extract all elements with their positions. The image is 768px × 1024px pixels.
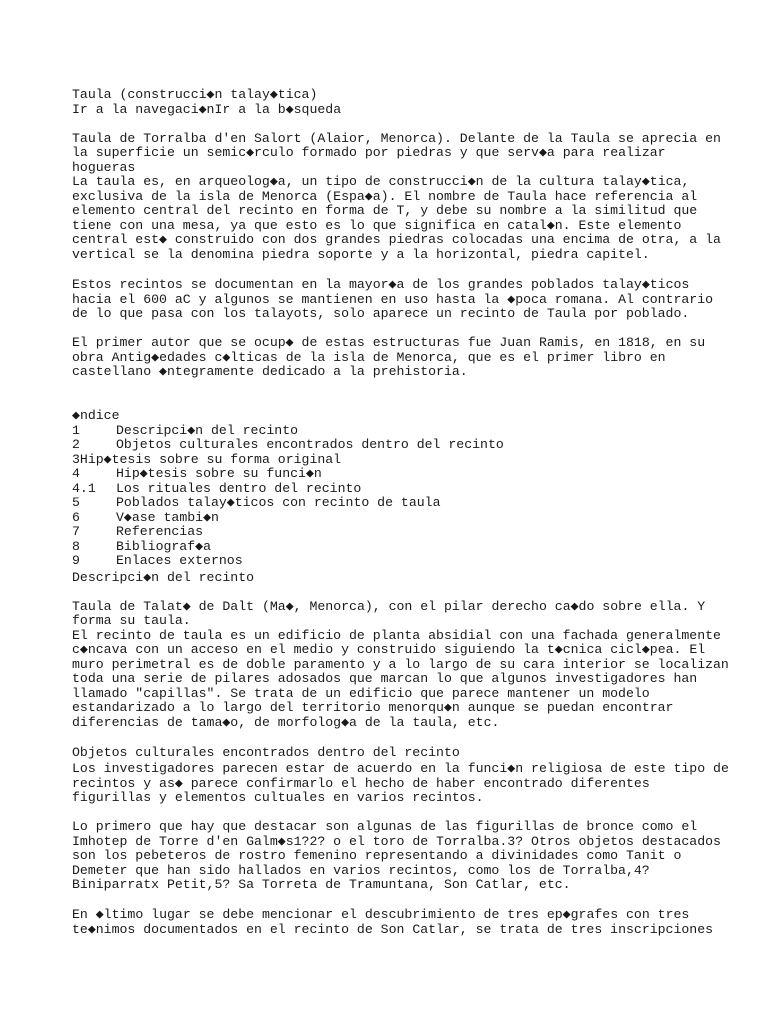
paragraph-4-line: c◆ncava con un acceso en el medio y construido siguiendo la t◆cnica cicl◆pea. El bbox=[72, 642, 706, 657]
paragraph-1-line: La taula es, en arqueolog◆a, un tipo de construcci◆n de la cultura talay◆tica, bbox=[72, 174, 690, 189]
index-number: 4 bbox=[72, 466, 80, 481]
index-title: ◆ndice bbox=[72, 408, 120, 423]
paragraph-4-line: El recinto de taula es un edificio de planta absidial con una fachada generalmente bbox=[72, 627, 721, 643]
caption-1-line: la superficie un semic◆rculo formado por piedras y que serv◆a para realizar bbox=[72, 145, 666, 160]
section-heading: Objetos culturales encontrados dentro del recinto bbox=[72, 745, 460, 760]
doc-title: Taula (construcci◆n talay◆tica) bbox=[72, 87, 318, 102]
paragraph-4-line: muro perimetral es de doble paramento y a lo largo de su cara interior se localizan bbox=[72, 656, 729, 672]
caption-2-line: forma su taula. bbox=[72, 613, 191, 628]
paragraph-2-line: hacia el 600 aC y algunos se mantienen en uso hasta la ◆poca romana. Al contrario bbox=[72, 291, 714, 307]
paragraph-3-line: El primer autor que se ocup◆ de estas estructuras fue Juan Ramis, en 1818, en su bbox=[72, 335, 706, 350]
index-link[interactable]: Objetos culturales encontrados dentro del recinto bbox=[116, 437, 504, 452]
paragraph-6-line: son los pebeteros de rostro femenino representando a divinidades como Tanit o bbox=[72, 848, 682, 863]
caption-1-line: hogueras bbox=[72, 159, 136, 175]
paragraph-5-line: Los investigadores parecen estar de acuerdo en la funci◆n religiosa de este tipo de bbox=[72, 761, 729, 776]
paragraph-5-line: recintos y as◆ parece confirmarlo el hecho de haber encontrado diferentes bbox=[72, 775, 650, 791]
paragraph-4-line: diferencias de tama◆o, de morfolog◆a de la taula, etc. bbox=[72, 714, 500, 730]
paragraph-1-line: exclusiva de la isla de Menorca (Espa◆a). El nombre de Taula hace referencia al bbox=[72, 188, 698, 204]
paragraph-4-line: llamado "capillas". Se trata de un edificio que parece mantener un modelo bbox=[72, 685, 650, 701]
caption-1-line: Taula de Torralba d'en Salort (Alaior, Menorca). Delante de la Taula se aprecia en bbox=[72, 130, 721, 146]
paragraph-1-line: elemento central del recinto en forma de T, y debe su nombre a la similitud que bbox=[72, 203, 698, 218]
paragraph-4-line: toda una serie de pilares adosados que marcan lo que algunos investigadores han bbox=[72, 671, 698, 686]
index-number: 9 bbox=[72, 553, 80, 568]
paragraph-4-line: estandarizado a lo largo del territorio menorqu◆n aunque se puedan encontrar bbox=[72, 700, 674, 715]
index-link[interactable]: Bibliograf◆a bbox=[116, 538, 211, 554]
index-number: 7 bbox=[72, 524, 80, 539]
index-link[interactable]: Enlaces externos bbox=[116, 553, 243, 568]
paragraph-7-line: te◆nimos documentados en el recinto de Son Catlar, se trata de tres inscripciones bbox=[72, 921, 714, 937]
caption-2-line: Taula de Talat◆ de Dalt (Ma◆, Menorca), con el pilar derecho ca◆do sobre ella. Y bbox=[72, 598, 706, 614]
nav-links[interactable]: Ir a la navegaci◆nIr a la b◆squeda bbox=[72, 101, 342, 117]
index-link[interactable]: 3Hip◆tesis sobre su forma original bbox=[72, 451, 342, 467]
index-number: 1 bbox=[72, 422, 80, 438]
index-link[interactable]: Descripci◆n del recinto bbox=[116, 422, 299, 438]
paragraph-7-line: En ◆ltimo lugar se debe mencionar el descubrimiento de tres ep◆grafes con tres bbox=[72, 907, 690, 922]
index-link[interactable]: Los rituales dentro del recinto bbox=[116, 480, 362, 496]
index-number: 2 bbox=[72, 437, 80, 452]
paragraph-3-line: obra Antig◆edades c◆lticas de la isla de Menorca, que es el primer libro en bbox=[72, 349, 666, 365]
paragraph-2-line: de lo que pasa con los talayots, solo aparece un recinto de Taula por poblado. bbox=[72, 306, 690, 321]
paragraph-1-line: central est◆ construido con dos grandes piedras colocadas una encima de otra, a la bbox=[72, 232, 721, 247]
paragraph-3-line: castellano ◆ntegramente dedicado a la prehistoria. bbox=[72, 364, 468, 379]
index-number: 6 bbox=[72, 509, 80, 525]
index-number: 5 bbox=[72, 495, 80, 510]
paragraph-6-line: Biniparratx Petit,5? Sa Torreta de Tramuntana, Son Catlar, etc. bbox=[72, 877, 571, 892]
section-heading: Descripci◆n del recinto bbox=[72, 569, 255, 585]
index-link[interactable]: Poblados talay◆ticos con recinto de taula bbox=[116, 495, 441, 510]
paragraph-6-line: Demeter que han sido hallados en varios recintos, como los de Torralba,4? bbox=[72, 862, 650, 878]
paragraph-1-line: vertical se la denomina piedra soporte y a la horizontal, piedra capitel. bbox=[72, 246, 650, 262]
index-link[interactable]: Hip◆tesis sobre su funci◆n bbox=[116, 466, 322, 481]
index-link[interactable]: Referencias bbox=[116, 524, 204, 539]
index-number: 4.1 bbox=[72, 480, 96, 496]
index-link[interactable]: V◆ase tambi◆n bbox=[116, 509, 219, 525]
paragraph-1-line: tiene con una mesa, ya que esto es lo que significa en catal◆n. Este elemento bbox=[72, 217, 682, 233]
paragraph-6-line: Imhotep de Torre d'en Galm◆s1?2? o el toro de Torralba.3? Otros objetos destacados bbox=[72, 833, 721, 849]
paragraph-6-line: Lo primero que hay que destacar son algunas de las figurillas de bronce como el bbox=[72, 819, 698, 834]
paragraph-5-line: figurillas y elementos cultuales en varios recintos. bbox=[72, 790, 484, 805]
index-number: 8 bbox=[72, 538, 80, 554]
paragraph-2-line: Estos recintos se documentan en la mayor◆a de los grandes poblados talay◆ticos bbox=[72, 277, 690, 292]
